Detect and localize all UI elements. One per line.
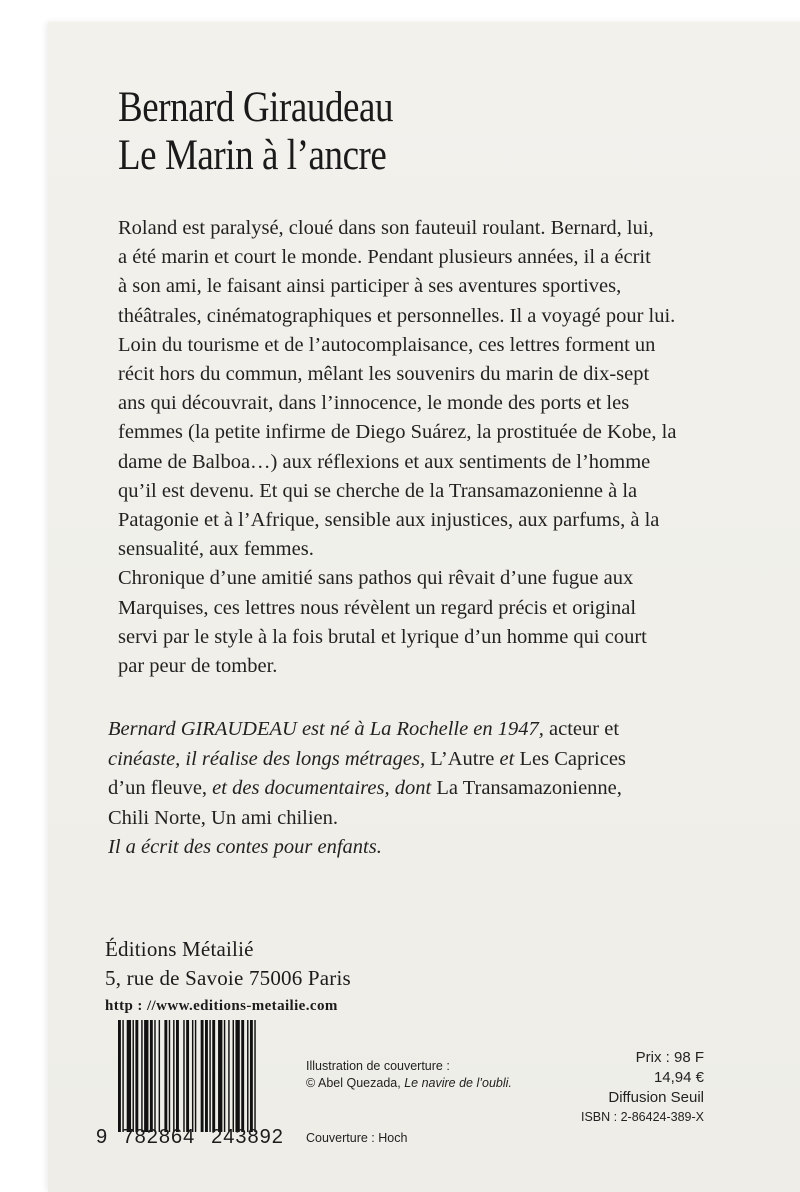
barcode-bar: [195, 1020, 196, 1132]
price-euros: 14,94 €: [653, 1069, 704, 1086]
film-title: L’Autre: [425, 747, 500, 770]
bio-line: [108, 804, 728, 834]
barcode-bar: [150, 1020, 153, 1132]
barcode-bars: [118, 1020, 290, 1132]
barcode-group-left: 782864: [122, 1126, 196, 1148]
illustration-label: Illustration de couverture :: [306, 1059, 450, 1073]
publisher-info: [105, 935, 351, 1019]
bio-text: acteur et: [543, 718, 620, 740]
blurb-line: Loin du tourisme et de l’autocomplaisance, ces lettres forment un: [118, 333, 656, 356]
blurb-line: Roland est paralysé, cloué dans son fauteuil roulant. Bernard, lui,: [118, 217, 654, 239]
bio-text: Il a écrit des contes pour enfants.: [108, 836, 382, 859]
price-francs: Prix : 98 F: [635, 1049, 704, 1066]
barcode-bar: [169, 1020, 170, 1132]
barcode-bar: [235, 1020, 239, 1132]
blurb-line: à son ami, le faisant ainsi participer à ses aventures sportives,: [118, 275, 622, 298]
barcode-bar: [186, 1020, 189, 1132]
film-title: d’un fleuve,: [108, 777, 208, 800]
barcode-bar: [201, 1020, 204, 1132]
blurb-text: [118, 214, 718, 681]
barcode-bar: [192, 1020, 193, 1132]
blurb-line: par peur de tomber.: [118, 655, 278, 678]
barcode-bar: [154, 1020, 155, 1132]
barcode: [96, 1020, 294, 1162]
cover-designer: Couverture : Hoch: [306, 1131, 408, 1145]
cover-credits: [306, 1058, 512, 1147]
barcode-bar: [183, 1020, 184, 1132]
blurb-line: Marquises, ces lettres nous révèlent un regard précis et original: [118, 596, 637, 619]
barcode-group-right: 243892: [211, 1126, 284, 1148]
barcode-bar: [250, 1020, 253, 1132]
bio-line: [108, 774, 728, 804]
barcode-bar: [228, 1020, 229, 1132]
blurb-line: qu’il est devenu. Et qui se cherche de la Transamazonienne à la: [118, 479, 638, 502]
barcode-bar: [218, 1020, 222, 1132]
barcode-lead-digit: 9: [96, 1126, 109, 1148]
blurb-line: a été marin et court le monde. Pendant plusieurs années, il a écrit: [118, 246, 651, 269]
illustration-work: Le navire de l’oubli.: [404, 1076, 512, 1090]
film-title: La Transamazonienne,: [431, 777, 622, 800]
barcode-bar: [209, 1020, 210, 1132]
bio-text: cinéaste, il réalise des longs métrages,: [108, 747, 426, 770]
isbn: ISBN : 2-86424-389-X: [581, 1110, 704, 1124]
barcode-bar: [118, 1020, 121, 1132]
bio-line: [108, 833, 728, 863]
barcode-bar: [233, 1020, 234, 1132]
bio-line: [108, 715, 728, 745]
illustration-credit-line: [306, 1075, 512, 1092]
barcode-bar: [247, 1020, 248, 1132]
barcode-bar: [164, 1020, 167, 1132]
blurb-line: récit hors du commun, mêlant les souvenirs du marin de dix-sept: [118, 363, 650, 386]
barcode-bar: [135, 1020, 138, 1132]
film-title: Les Caprices: [514, 747, 626, 770]
barcode-bar: [141, 1020, 142, 1132]
barcode-bar: [205, 1020, 208, 1132]
bio-text: et des documentaires, dont: [207, 777, 432, 800]
barcode-bar: [159, 1020, 160, 1132]
barcode-bar: [212, 1020, 215, 1132]
illustration-credit: © Abel Quezada,: [306, 1076, 401, 1090]
publisher-name: Éditions Métailié: [105, 937, 254, 961]
barcode-bar: [127, 1020, 131, 1132]
barcode-bar: [241, 1020, 244, 1132]
blurb-line: Patagonie et à l’Afrique, sensible aux injustices, aux parfums, à la: [118, 509, 660, 532]
barcode-bar: [254, 1020, 255, 1132]
author-name: Bernard Giraudeau: [118, 84, 394, 131]
film-title: Chili Norte, Un ami chilien.: [108, 806, 339, 829]
bio-line: [108, 745, 728, 775]
barcode-bar: [133, 1020, 134, 1132]
barcode-bar: [173, 1020, 174, 1132]
barcode-bar: [224, 1020, 225, 1132]
title-block: [118, 84, 438, 180]
blurb-line: théâtrales, cinématographiques et personnelles. Il a voyagé pour lui.: [118, 304, 676, 327]
bio-text: Bernard GIRAUDEAU est né à La Rochelle en 1947,: [108, 718, 544, 740]
publisher-url: http : //www.editions-metailie.com: [105, 998, 338, 1014]
distributor: Diffusion Seuil: [608, 1089, 704, 1106]
book-title: Le Marin à l’ancre: [118, 132, 387, 179]
blurb-line: Chronique d’une amitié sans pathos qui rêvait d’une fugue aux: [118, 567, 634, 590]
blurb-line: sensualité, aux femmes.: [118, 538, 314, 561]
price-block: [581, 1048, 704, 1126]
barcode-bar: [176, 1020, 179, 1132]
barcode-digits: [96, 1126, 294, 1149]
barcode-bar: [144, 1020, 148, 1132]
publisher-address: 5, rue de Savoie 75006 Paris: [105, 966, 351, 990]
blurb-line: ans qui découvrait, dans l’innocence, le monde des ports et les: [118, 392, 630, 415]
blurb-line: dame de Balboa…) aux réflexions et aux sentiments de l’homme: [118, 450, 651, 473]
blurb-line: servi par le style à la fois brutal et lyrique d’un homme qui court: [118, 625, 647, 648]
blurb-line: femmes (la petite infirme de Diego Suárez, la prostituée de Kobe, la: [118, 421, 677, 444]
barcode-bar: [122, 1020, 123, 1132]
bio-text: et: [499, 747, 515, 770]
author-bio: [108, 715, 728, 863]
